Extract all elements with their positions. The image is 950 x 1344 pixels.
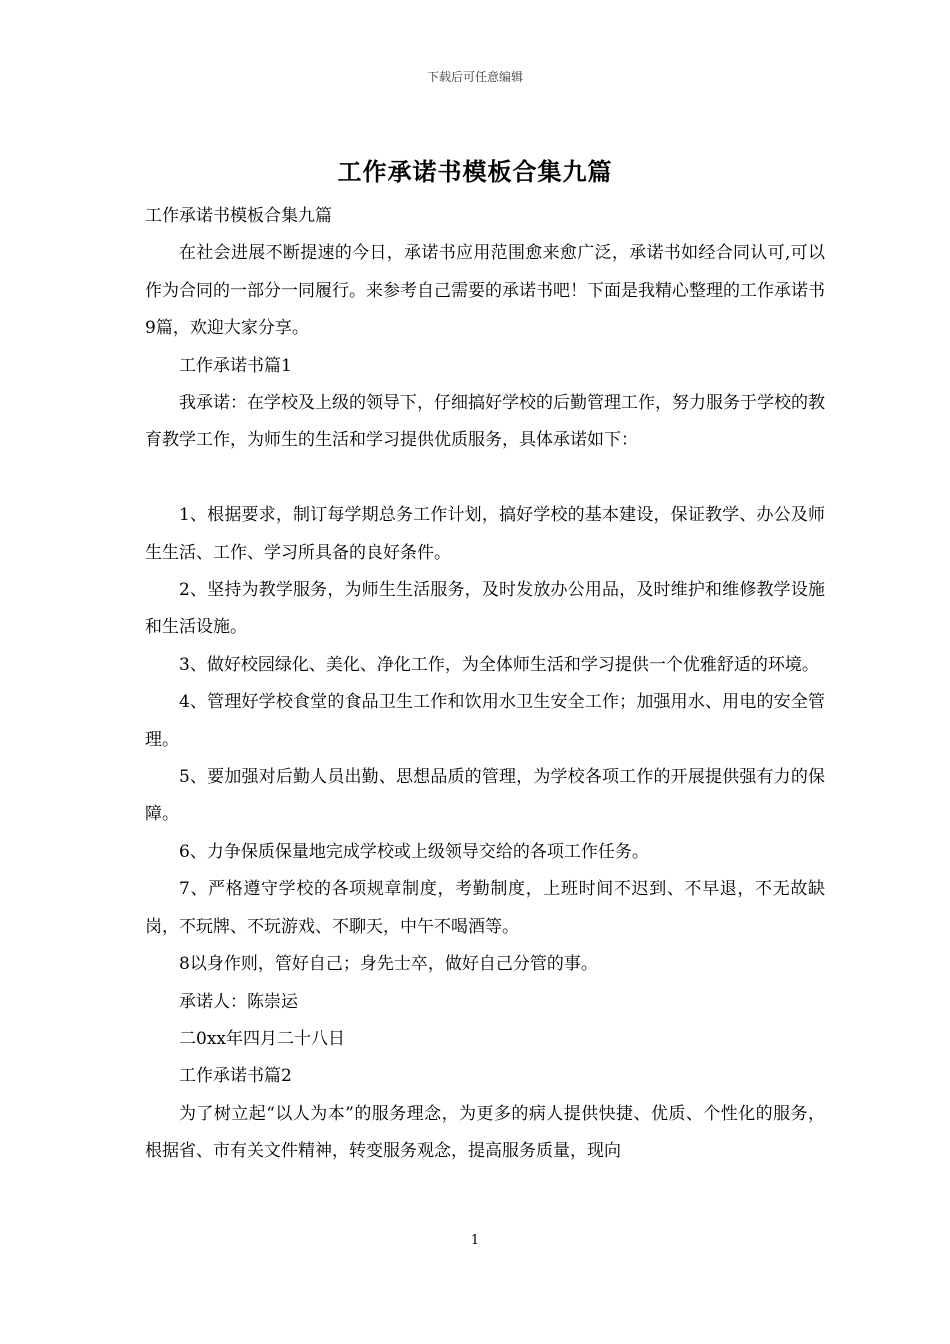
section1-heading: 工作承诺书篇1 — [179, 355, 292, 376]
list-item: 5、要加强对后勤人员出勤、思想品质的管理，为学校各项工作的开展提供强有力的保障。 — [145, 767, 825, 825]
list-item: 6、力争保质保量地完成学校或上级领导交给的各项工作任务。 — [179, 841, 649, 862]
list-item: 7、严格遵守学校的各项规章制度，考勤制度，上班时间不迟到、不早退，不无故缺岗，不玩牌、不玩游戏、不聊天，中午不喝酒等。 — [145, 879, 825, 937]
list-item: 4、管理好学校食堂的食品卫生工作和饮用水卫生安全工作；加强用水、用电的安全管理。 — [145, 692, 825, 750]
section2-paragraph: 为了树立起“以人为本”的服务理念，为更多的病人提供快捷、优质、个性化的服务，根据省、市有关文件精神，转变服务观念，提高服务质量，现向 — [145, 1103, 825, 1162]
list-item: 1、根据要求，制订每学期总务工作计划，搞好学校的基本建设，保证教学、办公及师生生活、工作、学习所具备的良好条件。 — [145, 505, 825, 563]
intro-paragraph: 在社会进展不断提速的今日，承诺书应用范围愈来愈广泛，承诺书如经合同认可,可以作为合同的一部分一同履行。来参考自己需要的承诺书吧！下面是我精心整理的工作承诺书9篇，欢迎大家分享。 — [145, 243, 825, 339]
list-item: 3、做好校园绿化、美化、净化工作，为全体师生活和学习提供一个优雅舒适的环境。 — [179, 654, 819, 675]
page-number: 1 — [470, 1233, 480, 1248]
list-item: 2、坚持为教学服务，为师生生活服务，及时发放办公用品，及时维护和维修教学设施和生活设施。 — [145, 580, 825, 638]
signer-line: 承诺人：陈崇运 — [179, 991, 298, 1012]
header-note: 下载后可任意编辑 — [426, 70, 523, 84]
section2-heading: 工作承诺书篇2 — [179, 1066, 292, 1087]
blank-line — [145, 460, 825, 497]
document-subtitle: 工作承诺书模板合集九篇 — [145, 206, 332, 226]
date-line: 二0xx年四月二十八日 — [179, 1028, 345, 1049]
section1-pledge: 我承诺：在学校及上级的领导下，仔细搞好学校的后勤管理工作，努力服务于学校的教育教学工作，为师生的生活和学习提供优质服务，具体承诺如下： — [145, 393, 825, 451]
list-item: 8以身作则，管好自己；身先士卒，做好自己分管的事。 — [179, 954, 598, 975]
document-title: 工作承诺书模板合集九篇 — [337, 157, 613, 186]
document-body — [145, 198, 825, 1171]
